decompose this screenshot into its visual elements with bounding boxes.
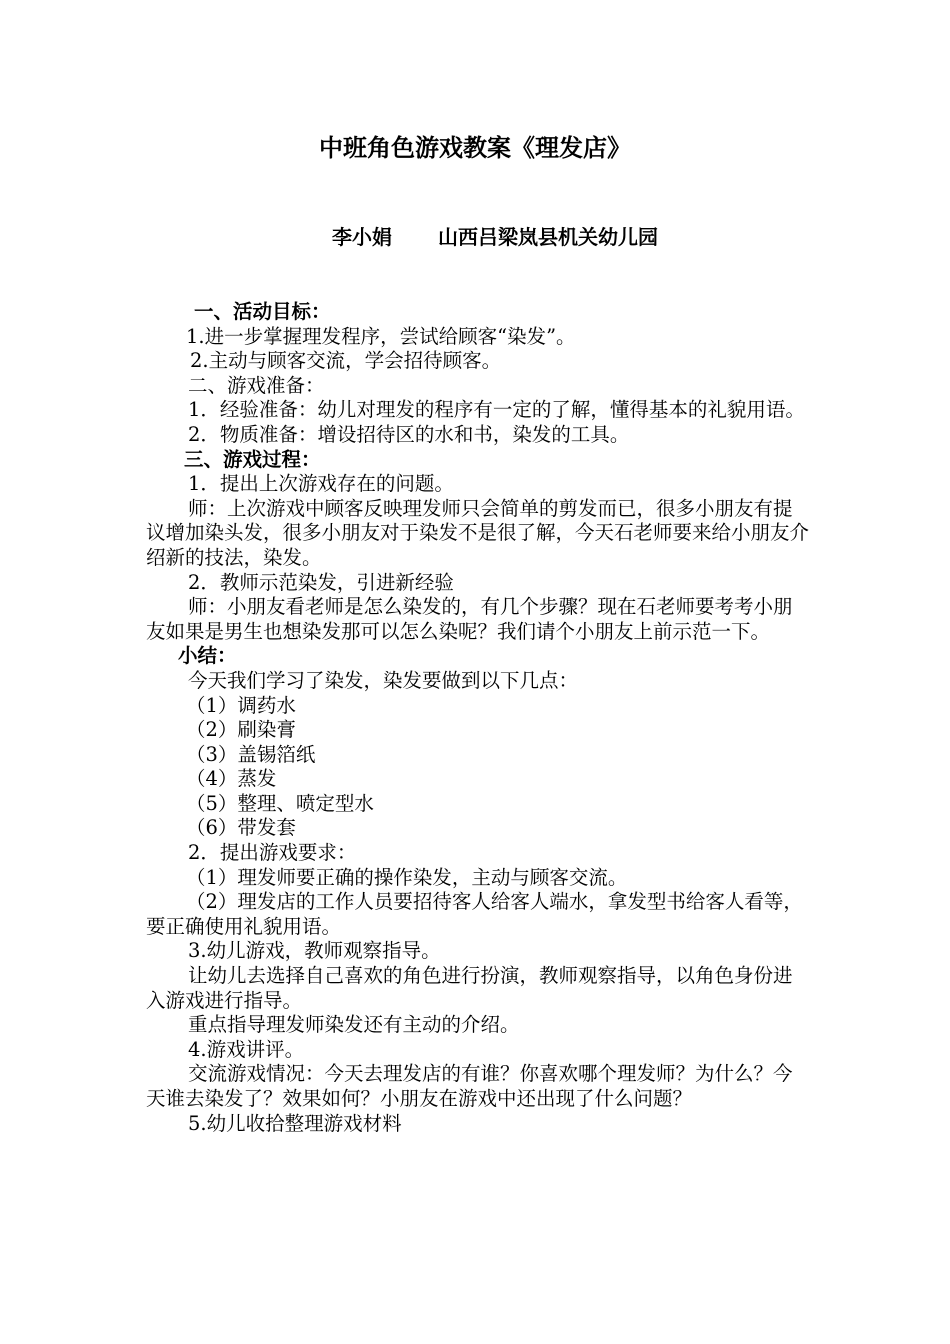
section-heading-goals: 一、活动目标：: [194, 300, 331, 323]
section-heading-process: 三、游戏过程：: [184, 447, 321, 471]
summary-point-4: （4）蒸发: [186, 767, 277, 791]
summary-point-1: （1）调药水: [186, 693, 296, 717]
summary-point-3: （3）盖锡箔纸: [186, 742, 316, 766]
teacher-speech-2: 师：小朋友看老师是怎么染发的，有几个步骤？现在石老师要考考小朋友如果是男生也想染发那可以怎么染呢？我们请个小朋友上前示范一下。: [146, 595, 793, 643]
process-step-1: 1．提出上次游戏存在的问题。: [188, 472, 454, 496]
process-step-5: 5.幼儿收拾整理游戏材料: [188, 1111, 402, 1135]
author-name: 李小娟: [332, 225, 392, 249]
summary-intro: 今天我们学习了染发，染发要做到以下几点：: [188, 668, 579, 692]
teacher-speech-1: 师：上次游戏中顾客反映理发师只会简单的剪发而已，很多小朋友有提议增加染头发，很多小朋友对于染发不是很了解，今天石老师要来给小朋友介绍新的技法，染发。: [146, 496, 810, 569]
guidance-focus: 重点指导理发师染发还有主动的介绍。: [188, 1013, 520, 1037]
process-step-3: 3.幼儿游戏，教师观察指导。: [188, 939, 441, 963]
document-title: 中班角色游戏教案《理发店》: [319, 133, 631, 162]
preparation-item-2: 2．物质准备：增设招待区的水和书，染发的工具。: [188, 422, 630, 446]
requirement-1: （1）理发师要正确的操作染发，主动与顾客交流。: [186, 865, 628, 889]
author-line: [332, 222, 658, 252]
game-requirements-heading: 2．提出游戏要求：: [188, 841, 357, 865]
summary-heading: 小结：: [178, 644, 237, 668]
summary-point-2: （2）刷染膏: [186, 718, 296, 742]
discussion-questions: 交流游戏情况：今天去理发店的有谁？你喜欢哪个理发师？为什么？今天谁去染发了？效果如何？小朋友在游戏中还出现了什么问题？: [146, 1062, 793, 1110]
process-step-4: 4.游戏讲评。: [188, 1037, 305, 1061]
requirement-2: （2）理发店的工作人员要招待客人给客人端水，拿发型书给客人看等，要正确使用礼貌用语。: [146, 890, 803, 938]
document-body: [146, 300, 810, 1136]
observation-text: 让幼儿去选择自己喜欢的角色进行扮演，教师观察指导，以角色身份进入游戏进行指导。: [146, 964, 793, 1012]
summary-point-6: （6）带发套: [186, 816, 296, 840]
process-step-2: 2．教师示范染发，引进新经验: [188, 570, 454, 594]
section-heading-preparation: 二、游戏准备：: [188, 373, 325, 397]
goal-item-2: 2.主动与顾客交流，学会招待顾客。: [190, 349, 502, 373]
summary-point-5: （5）整理、喷定型水: [186, 791, 374, 815]
goal-item-1: 1.进一步掌握理发程序，尝试给顾客“染发”。: [186, 324, 576, 348]
preparation-item-1: 1．经验准备：幼儿对理发的程序有一定的了解，懂得基本的礼貌用语。: [188, 398, 805, 422]
author-organization: 山西吕梁岚县机关幼儿园: [438, 225, 658, 249]
